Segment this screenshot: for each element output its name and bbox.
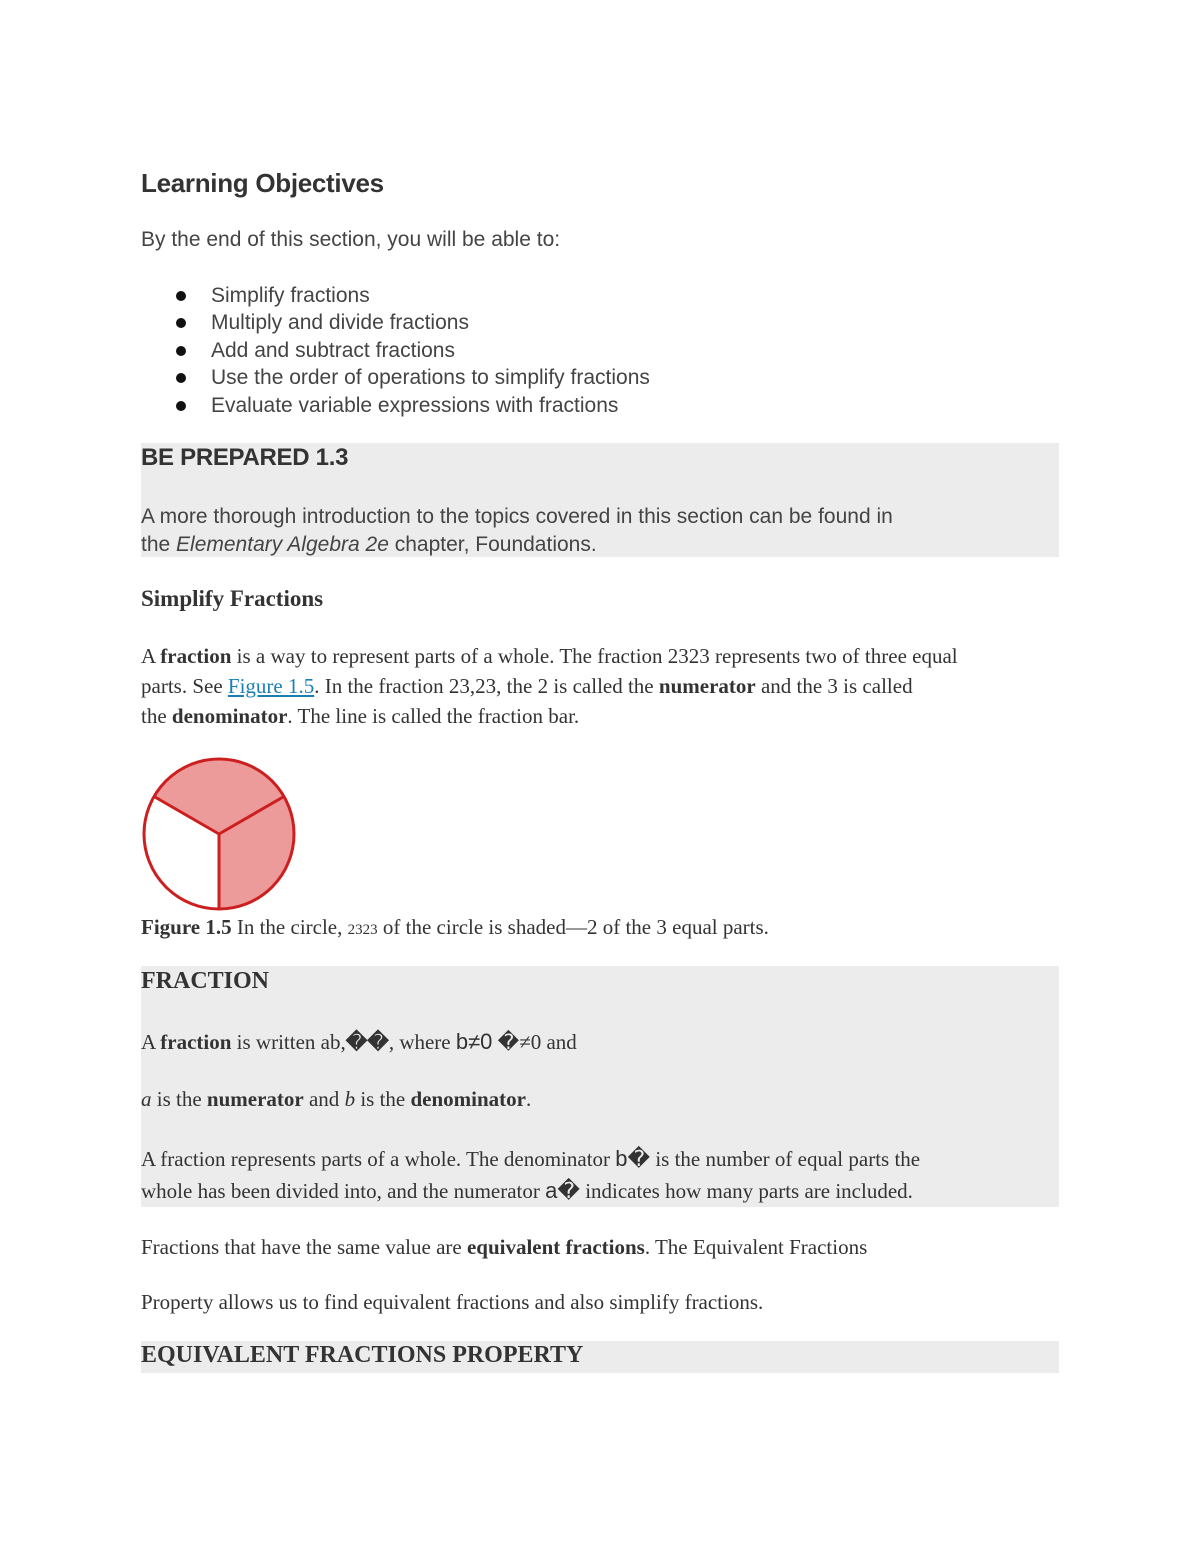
fraction-box-title: FRACTION (141, 968, 270, 994)
math-b: b� (615, 1146, 651, 1171)
term-numerator: numerator (658, 674, 756, 698)
bullet-icon (176, 373, 186, 383)
math-b-not-zero: b≠0 (455, 1029, 493, 1054)
be-prepared-line2-post: chapter, Foundations. (388, 533, 597, 556)
term-denominator: denominator (171, 704, 288, 728)
be-prepared-line1: A more thorough introduction to the topics covered in this section can be found in (141, 505, 893, 528)
text: A fraction represents parts of a whole. The denominator (141, 1147, 616, 1171)
text: , where (388, 1030, 456, 1054)
fraction-explanation (141, 1143, 920, 1207)
text: is a way to represent parts of a whole. The fraction 2323 represents two of three equal (231, 644, 958, 668)
text: of the circle is shaded—2 of the 3 equal parts. (377, 915, 769, 939)
equivalent-fractions-line1 (141, 1232, 867, 1262)
list-item-text: Add and subtract fractions (211, 338, 455, 362)
objectives-list (141, 282, 650, 419)
bullet-icon (176, 401, 186, 411)
text: and the 3 is called (755, 674, 913, 698)
equivalent-property-heading: EQUIVALENT FRACTIONS PROPERTY (141, 1342, 584, 1368)
bullet-icon (176, 318, 186, 328)
text: . The Equivalent Fractions (644, 1235, 868, 1259)
text: �≠0 and (492, 1030, 577, 1054)
be-prepared-text (141, 503, 893, 559)
text: the (141, 704, 172, 728)
figure-caption (141, 912, 769, 945)
list-item (141, 309, 650, 336)
list-item-text: Use the order of operations to simplify fractions (211, 366, 650, 390)
text: indicates how many parts are included. (579, 1179, 913, 1203)
be-prepared-line2-pre: the (141, 533, 177, 556)
bullet-icon (176, 291, 186, 301)
text: whole has been divided into, and the numerator (141, 1179, 546, 1203)
book-title: Elementary Algebra 2e (176, 533, 389, 556)
term-fraction: fraction (160, 1030, 232, 1054)
text: . The line is called the fraction bar. (287, 704, 580, 728)
text: A (141, 1030, 161, 1054)
term-denominator: denominator (410, 1087, 526, 1111)
list-item (141, 337, 650, 364)
learning-objectives-heading: Learning Objectives (141, 168, 384, 198)
term-fraction: fraction (160, 644, 232, 668)
math-a: a� (545, 1178, 580, 1203)
text: is the (151, 1087, 207, 1111)
variable-b: b (344, 1087, 356, 1111)
bullet-icon (176, 346, 186, 356)
text: In the circle, (231, 915, 348, 939)
figure-link[interactable]: Figure 1.5 (227, 674, 315, 698)
list-item (141, 282, 650, 309)
text: is the (355, 1087, 411, 1111)
text: is the number of equal parts the (650, 1147, 921, 1171)
list-item-text: Multiply and divide fractions (211, 311, 469, 335)
simplify-fractions-heading: Simplify Fractions (141, 586, 324, 611)
fraction-circle-figure (141, 756, 299, 914)
list-item-text: Simplify fractions (211, 284, 370, 307)
inline-fraction: 2323 (347, 922, 378, 938)
fraction-circle (144, 759, 294, 909)
fraction-definition-line (141, 1027, 577, 1058)
numerator-denominator-line (141, 1084, 531, 1114)
list-item (141, 392, 650, 419)
list-item (141, 364, 650, 391)
equivalent-fractions-line2: Property allows us to find equivalent fractions and also simplify fractions. (141, 1290, 764, 1314)
term-numerator: numerator (206, 1087, 304, 1111)
text: and (303, 1087, 345, 1111)
objectives-intro: By the end of this section, you will be able to: (141, 228, 561, 251)
variable-a: a (141, 1087, 152, 1111)
list-item-text: Evaluate variable expressions with fractions (211, 393, 619, 417)
text: is written ab, (231, 1030, 346, 1054)
text: . (525, 1087, 532, 1111)
text: . In the fraction 23,23, the 2 is called the (314, 674, 659, 698)
figure-label: Figure 1.5 (141, 915, 232, 939)
math-glyph: �� (345, 1031, 389, 1054)
simplify-paragraph (141, 641, 958, 731)
text: A (141, 644, 161, 668)
be-prepared-title: BE PREPARED 1.3 (141, 444, 349, 471)
text: parts. See (141, 674, 228, 698)
text: Fractions that have the same value are (141, 1235, 467, 1259)
term-equivalent-fractions: equivalent fractions (466, 1235, 645, 1259)
